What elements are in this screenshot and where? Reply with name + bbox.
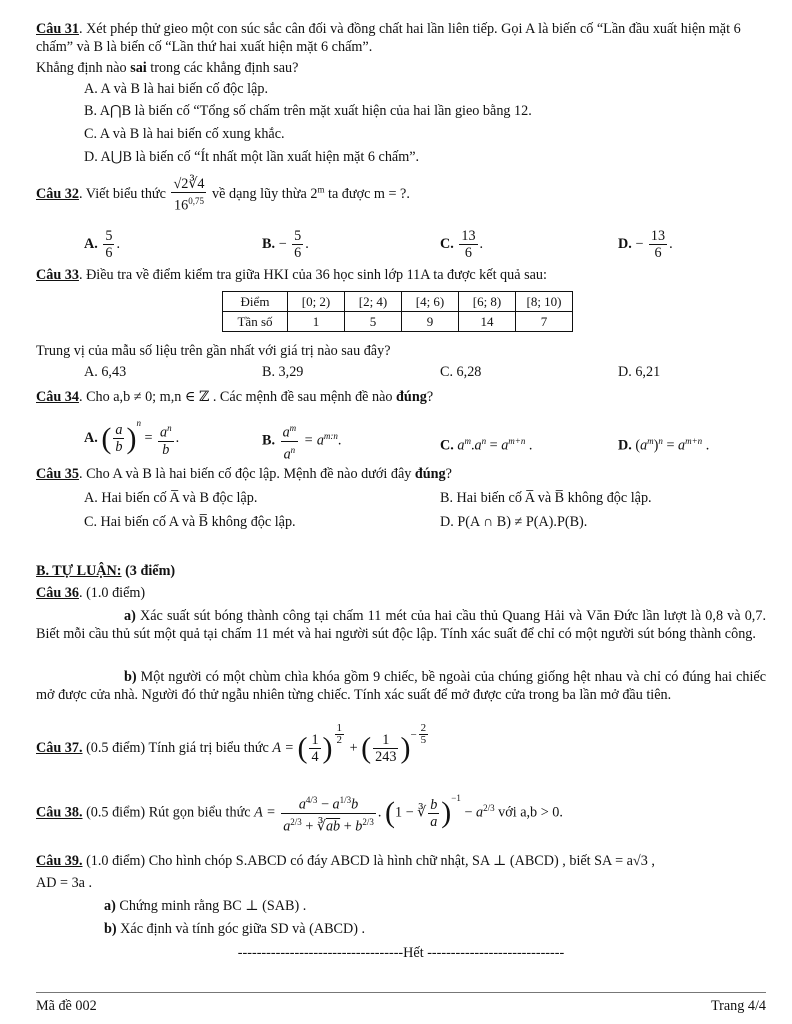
question-32-option-b: B. − $\frac{5}{6}$ . — [262, 228, 309, 261]
fraction-numerator: 5 — [105, 228, 113, 244]
table-row — [223, 292, 573, 312]
question-31-option-b: B. A⋂B là biến cố “Tổng số chấm trên mặt xuất hiện của hai lần gieo bằng 12. — [84, 103, 532, 119]
question-33-prompt: Trung vị của mẫu số liệu trên gần nhất với giá trị nào sau đây? — [36, 343, 391, 359]
question-34-stem — [36, 388, 766, 406]
question-32-text-after: về dạng lũy thừa 2 — [212, 186, 318, 203]
question-31-stem: . Xét phép thử gieo một con súc sắc cân đối và đồng chất hai lần liên tiếp. Gọi A là biến cố “Lần đầu xuất hiện mặt 6 chấm” và B là biến cố “Lần thứ hai xuất hiện mặt 6 chấm”. — [36, 21, 741, 55]
table-cell: Điểm — [223, 292, 288, 312]
option-label: D. — [618, 437, 632, 454]
table-cell: Tần số — [223, 312, 288, 332]
question-32-stem — [36, 176, 410, 214]
question-35-text: . Cho A và B là hai biến cố độc lập. Mệnh đề nào dưới đây — [78, 466, 415, 482]
table-cell: [4; 6) — [402, 292, 459, 312]
question-31-option-a: A. A và B là hai biến cố độc lập. — [84, 81, 268, 97]
fraction-numerator: 1 — [311, 732, 319, 748]
question-36-part-a — [36, 607, 766, 643]
exponent-denominator: 2 — [336, 734, 343, 746]
part-label: b) — [104, 921, 117, 937]
footer-divider — [36, 992, 766, 993]
fraction-denominator: 6 — [654, 245, 662, 261]
question-32-option-d: D. − $\frac{13}{6}$ . — [618, 228, 673, 261]
fraction-numerator: 13 — [650, 228, 666, 244]
question-34-option-a: A. ( $\frac{a}{b}$ )$^n$ = $\frac{a^n}{b}$ . — [84, 418, 180, 458]
fraction-numerator: 13 — [461, 228, 476, 244]
question-34-text-end: ? — [426, 389, 434, 405]
prompt-text: Khẳng định nào — [36, 60, 131, 76]
question-33-stem — [36, 266, 766, 284]
prompt-text-end: trong các khẳng định sau? — [146, 60, 299, 76]
expression-lhs: A = — [272, 739, 294, 756]
option-b-exponent: m:n — [323, 430, 338, 441]
table-cell: 7 — [516, 312, 573, 332]
fraction-numerator: 1 — [373, 732, 398, 749]
expression-numerator: √2∛4 — [173, 176, 205, 192]
question-39-part-a — [36, 897, 766, 915]
question-36-part-b — [36, 668, 766, 704]
option-label: D. — [618, 235, 632, 252]
question-34-label: Câu 34 — [36, 389, 79, 405]
option-label: A. — [84, 235, 98, 252]
question-37-label: Câu 37. — [36, 739, 83, 756]
question-31-option-d: D. A⋃B là biến cố “Ít nhất một lần xuất hiện mặt 6 chấm”. — [84, 149, 420, 165]
part-label: b) — [124, 669, 137, 685]
option-label: A. — [84, 430, 98, 447]
question-39-label: Câu 39. — [36, 853, 83, 869]
option-fraction — [103, 228, 114, 261]
question-31 — [36, 20, 766, 56]
part-text: Xác suất sút bóng thành công tại chấm 11 mét của hai cầu thủ Quang Hải và Văn Đức lần lượt là 0,8 và 0,7. Biết mỗi cầu thủ sút một quả tại chấm 11 mét và hai người sút độc lập. Tính xác suất để chỉ có một người sút bóng thành công. — [36, 608, 766, 642]
option-label: C. — [440, 437, 454, 454]
question-36-heading — [36, 584, 766, 602]
expression-main-fraction: $\frac{a^{4/3} - a^{1/3}b}{a^{2/3} + ∛\overline{ab} + b^{2/3}}$ — [281, 792, 376, 834]
exponent-numerator: 2 — [420, 722, 427, 734]
denominator-exponent: 0,75 — [188, 196, 204, 206]
expression-denominator — [171, 193, 206, 214]
question-38-text: (0.5 điểm) Rút gọn biểu thức — [82, 804, 251, 821]
fraction-denominator: 243 — [375, 749, 397, 765]
question-32-label: Câu 32 — [36, 186, 79, 203]
question-35-option-b: B. Hai biến cố A̅ và B̅ không độc lập. — [440, 490, 652, 506]
part-label: a) — [104, 898, 116, 914]
question-32-text-end: ta được m = ?. — [324, 186, 410, 203]
question-39-text: (1.0 điểm) Cho hình chóp S.ABCD có đáy ABCD là hình chữ nhật, SA ⊥ (ABCD) , biết SA = a√3 , — [82, 853, 655, 869]
question-36-label: Câu 36 — [36, 585, 79, 601]
table-row — [223, 312, 573, 332]
question-31-option-c: C. A và B là hai biến cố xung khắc. — [84, 126, 285, 142]
question-33-option-a: A. 6,43 — [84, 364, 127, 380]
table-cell: 14 — [459, 312, 516, 332]
fraction-numerator: 5 — [294, 228, 302, 244]
exponent-denominator: 5 — [420, 734, 427, 746]
page-number: Trang 4/4 — [710, 998, 766, 1014]
exponent-numerator: 1 — [336, 722, 343, 734]
question-37: Câu 37. (0.5 điểm) Tính giá trị biểu thức A = ( $\frac{1}{4}$ ) $\frac{1}{2}$ + ( $\frac{1}{243}$ )− $\frac{2}{5}$ — [36, 722, 427, 765]
question-33-option-d: D. 6,21 — [618, 364, 661, 380]
question-32-option-a: A. $\frac{5}{6}$ . — [84, 228, 120, 261]
option-b-result: = a — [303, 432, 324, 449]
question-32-text: . Viết biểu thức — [78, 186, 166, 203]
question-35-bold: đúng — [414, 466, 446, 482]
part-text: Xác định và tính góc giữa SD và (ABCD) . — [116, 921, 366, 937]
question-34-text: . Cho a,b ≠ 0; m,n ∈ ℤ . Các mệnh đề sau mệnh đề nào — [78, 389, 397, 405]
question-34-option-c: C. $a^m.a^n = a^{m+n}$ . — [440, 436, 533, 454]
option-fraction — [459, 228, 477, 261]
table-cell: [8; 10) — [516, 292, 573, 312]
question-38-condition: với a,b > 0. — [498, 804, 563, 821]
fraction-denominator: 6 — [105, 245, 113, 261]
prompt-bold: sai — [130, 60, 147, 76]
fraction-denominator: 6 — [464, 245, 472, 261]
table-cell: 1 — [288, 312, 345, 332]
question-33-label: Câu 33 — [36, 267, 79, 283]
question-32-option-c: C. $\frac{13}{6}$ . — [440, 228, 484, 261]
fraction-denominator: 6 — [294, 245, 302, 261]
question-37-text: (0.5 điểm) Tính giá trị biểu thức — [82, 739, 269, 756]
question-34-bold: đúng — [396, 389, 427, 405]
question-33-option-c: C. 6,28 — [440, 364, 482, 380]
section-b-heading — [36, 562, 766, 580]
minus-sign: − — [635, 235, 644, 252]
question-38: Câu 38. (0.5 điểm) Rút gọn biểu thức A = $\frac{a^{4/3} - a^{1/3}b}{a^{2/3} + ∛\overline{ab} + b^{2/3}}$ . (1 − ∛ $\frac{b}{a}$ )$^{-1} - a^{2/3}$ với a,b > 0. — [36, 792, 563, 835]
question-31-label: Câu 31 — [36, 21, 79, 37]
fraction-denominator: 4 — [311, 749, 319, 765]
question-31-prompt — [36, 59, 766, 77]
exam-code: Mã đề 002 — [36, 998, 97, 1014]
question-32-expression — [171, 176, 206, 214]
table-cell: [6; 8) — [459, 292, 516, 312]
section-b-points: (3 điểm) — [121, 563, 176, 579]
question-34-option-b: B. $\frac{a^m}{a^n}$ = $a^{m:n}$. — [262, 420, 341, 462]
section-b-title: B. TỰ LUẬN: — [36, 563, 122, 579]
exponent-sign: − — [410, 728, 417, 741]
question-36-points: . (1.0 điểm) — [78, 585, 146, 601]
question-35-option-c: C. Hai biến cố A và B̅ không độc lập. — [84, 514, 296, 530]
table-cell: [2; 4) — [345, 292, 402, 312]
end-mark: -----------------------------------Hết ----------------------------- — [237, 945, 565, 961]
denominator-base: 16 — [174, 197, 189, 214]
question-39-stem — [36, 852, 766, 870]
question-35-stem — [36, 465, 766, 483]
power-exponent: m — [317, 184, 325, 195]
part-text: Một người có một chùm chìa khóa gồm 9 chiếc, bề ngoài của chúng giống hệt nhau và chỉ có đúng hai chiếc mở được cửa nhà. Người đó thử ngẫu nhiên từng chiếc. Tính xác suất để mở được cửa trong ba lần mở đầu tiên. — [36, 669, 766, 703]
question-35-text-end: ? — [445, 466, 452, 482]
question-35-option-d: D. P(A ∩ B) ≠ P(A).P(B). — [440, 514, 588, 530]
question-33-text: . Điều tra về điểm kiểm tra giữa HKI của 36 học sinh lớp 11A ta được kết quả sau: — [78, 267, 547, 283]
question-38-label: Câu 38. — [36, 804, 83, 821]
table-cell: 5 — [345, 312, 402, 332]
part-label: a) — [124, 608, 136, 624]
option-label: C. — [440, 235, 454, 252]
option-fraction — [649, 228, 667, 261]
option-label: B. — [262, 235, 276, 252]
score-frequency-table — [222, 291, 573, 332]
expression-lhs: A = — [254, 804, 276, 821]
plus-sign: + — [349, 739, 358, 756]
table-cell: [0; 2) — [288, 292, 345, 312]
question-39-part-b — [36, 920, 766, 938]
question-39-line2: AD = 3a . — [36, 875, 93, 891]
question-34-option-d: D. $(a^m)^n = a^{m+n}$ . — [618, 436, 710, 454]
question-35-label: Câu 35 — [36, 466, 79, 482]
table-cell: 9 — [402, 312, 459, 332]
question-35-option-a: A. Hai biến cố A̅ và B độc lập. — [84, 490, 258, 506]
minus-sign: − — [278, 235, 287, 252]
option-label: B. — [262, 432, 276, 449]
question-33-option-b: B. 3,29 — [262, 364, 304, 380]
part-text: Chứng minh rằng BC ⊥ (SAB) . — [115, 898, 307, 914]
option-fraction — [292, 228, 303, 261]
